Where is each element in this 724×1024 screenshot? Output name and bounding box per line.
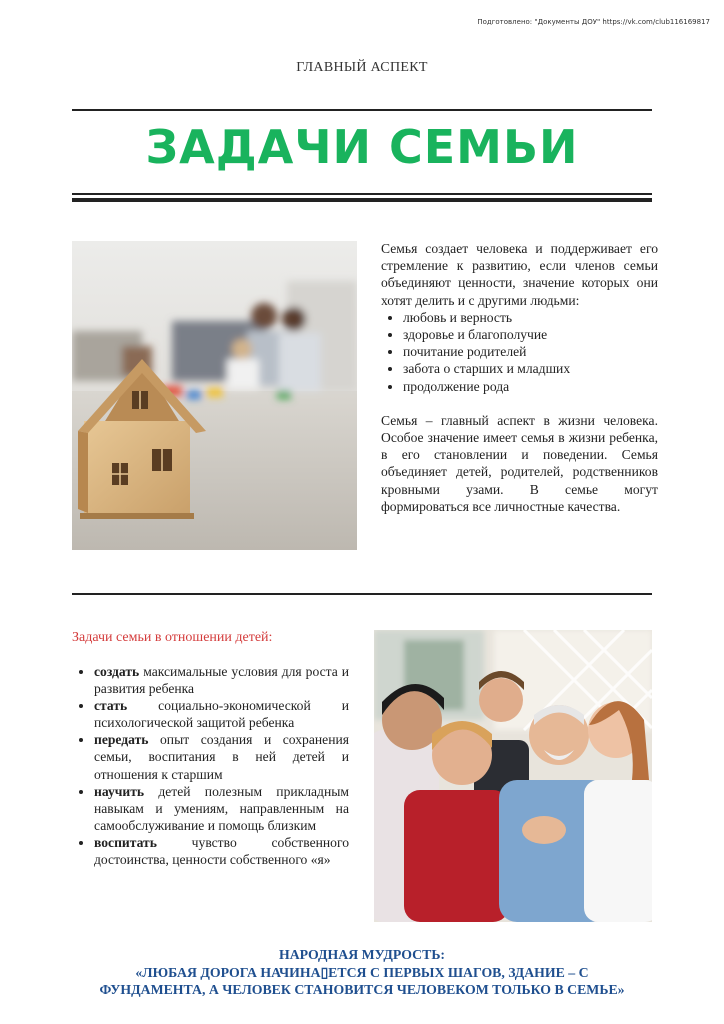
- page-title: ЗАДАЧИ СЕМЬИ: [145, 120, 579, 174]
- intro-paragraph-1: Семья создает человека и поддерживает его стремление к развитию, если членов семьи объединяют ценности, значение которых они хотят делить и с другими людьми:: [381, 241, 658, 308]
- list-item: [94, 697, 349, 731]
- intro-text: [381, 240, 658, 515]
- task-verb: стать: [94, 698, 128, 714]
- task-text: чувство собственного достоинства, ценности собственного «я»: [94, 834, 349, 868]
- list-item: • здоровье и благополучие: [403, 326, 658, 343]
- list-item: • любовь и верность: [403, 309, 658, 326]
- credit-line: Подготовлено: "Документы ДОУ" https://vk.com/club116169817: [477, 18, 710, 26]
- task-verb: передать: [94, 732, 149, 748]
- middle-rule: [72, 593, 652, 595]
- list-item: [94, 731, 349, 782]
- folk-wisdom: [40, 946, 684, 999]
- list-item: [94, 834, 349, 868]
- intro-paragraph-2: Семья – главный аспект в жизни человека. Особое значение имеет семья в жизни ребенка, в его становлении и поведении. Семья объединяет детей, родителей, родственников кровными узами. В семье могут формироваться все личностные качества.: [381, 412, 658, 514]
- double-rule-lower: [72, 198, 652, 202]
- task-verb: научить: [94, 783, 145, 799]
- family-group-photo: [374, 630, 652, 922]
- wisdom-line-1: «ЛЮБАЯ ДОРОГА НАЧИНА▯ЕТСЯ С ПЕРВЫХ ШАГОВ, ЗДАНИЕ – С: [135, 964, 589, 980]
- task-text: детей полезным прикладным навыкам и умениям, направленным на самообслуживание и помощь близким: [94, 783, 349, 833]
- family-values-list: [381, 309, 658, 395]
- children-tasks-heading: Задачи семьи в отношении детей:: [72, 630, 273, 645]
- task-verb: воспитать: [94, 834, 157, 850]
- task-text: опыт создания и сохранения семьи, воспитания в ней детей и отношения к старшим: [94, 732, 349, 782]
- section-label: ГЛАВНЫЙ АСПЕКТ: [296, 60, 428, 75]
- house-family-photo: [72, 241, 357, 550]
- list-item: • продолжение рода: [403, 378, 658, 395]
- wisdom-line-2: ФУНДАМЕНТА, А ЧЕЛОВЕК СТАНОВИТСЯ ЧЕЛОВЕКОМ ТОЛЬКО В СЕМЬЕ»: [99, 982, 625, 997]
- task-text: социально-экономической и психологической защитой ребенка: [94, 698, 349, 731]
- children-tasks-list: [72, 663, 349, 868]
- top-rule: [72, 109, 652, 111]
- list-item: [94, 783, 349, 834]
- task-verb: создать: [94, 664, 140, 679]
- list-item: • почитание родителей: [403, 343, 658, 360]
- double-rule-upper: [72, 193, 652, 195]
- list-item: • забота о старших и младших: [403, 360, 658, 377]
- wisdom-label: НАРОДНАЯ МУДРОСТЬ:: [278, 947, 446, 962]
- task-text: максимальные условия для роста и развития ребенка: [94, 664, 349, 697]
- list-item: [94, 663, 349, 697]
